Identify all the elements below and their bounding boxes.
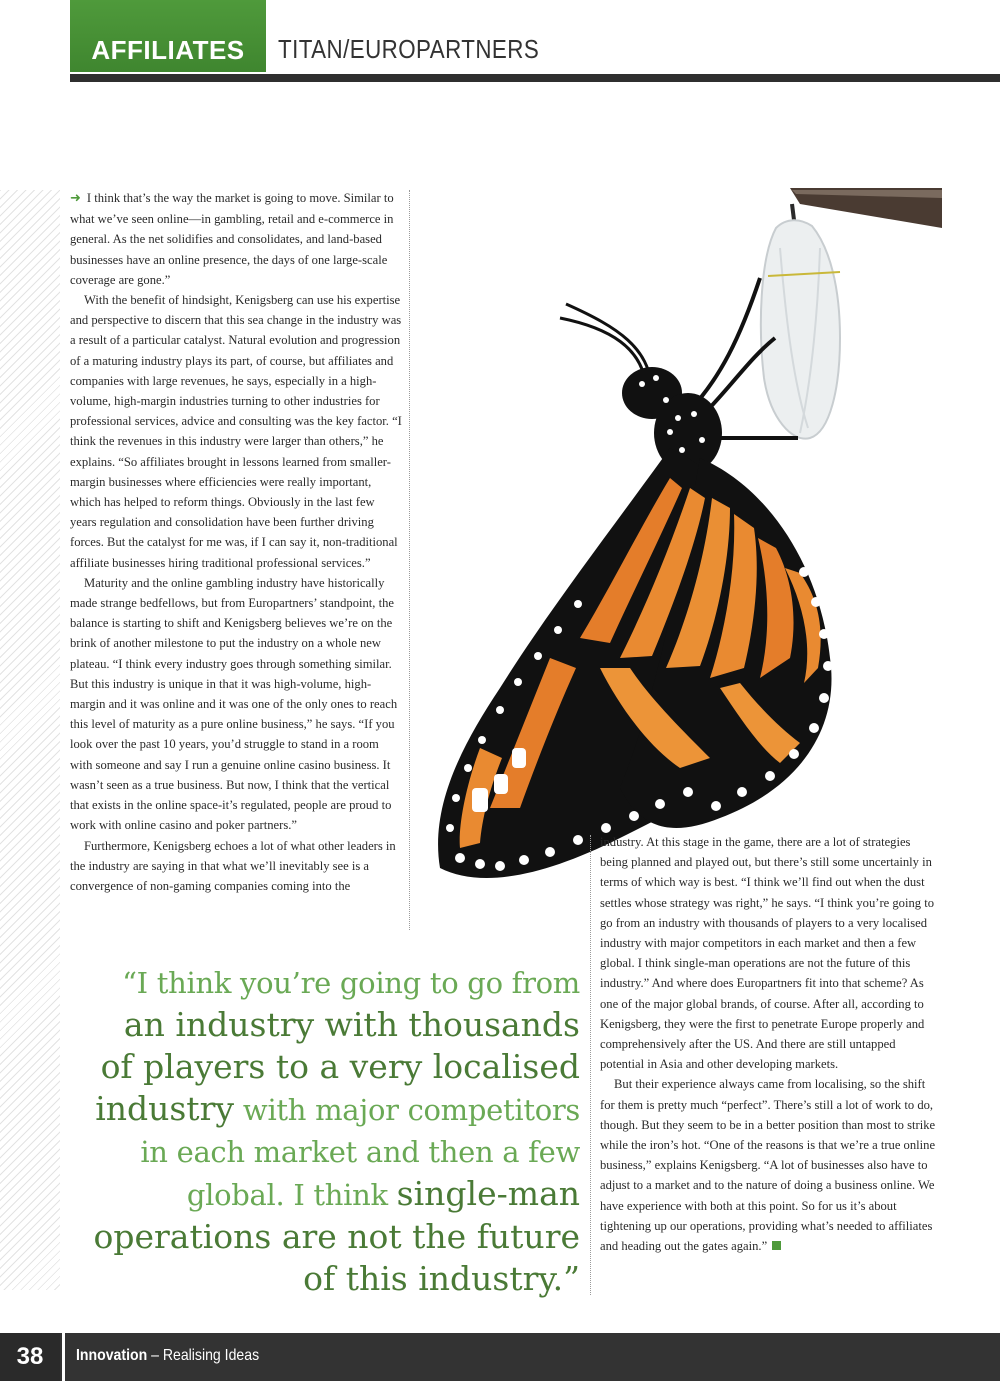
paragraph: But their experience always came from localising, so the shift for them is pretty much “perfect”. There’s still a lot of work to do, though. But they seem to be in a better position than most to strike while the iron’s hot. “One of the reasons is that we’re a true online business,” explains Kenigsberg. “A lot of businesses also have to adjust to a market and to the nature of doing a business online. We have experience with both at this point. So for us it’s about tightening up our operations, providing what’s needed to affiliates and heading out the gates again.” — [600, 1077, 936, 1254]
pull-quote-line: “I think you’re going to go from — [122, 966, 580, 1000]
pull-quote-line: in each market and then a few — [140, 1135, 580, 1169]
publication-name: Innovation — [76, 1347, 148, 1364]
butterfly-photo — [420, 188, 942, 908]
column-divider — [590, 835, 591, 1295]
end-square-icon — [772, 1241, 781, 1250]
decorative-hatch — [0, 190, 60, 1290]
page-footer — [0, 1333, 1000, 1381]
paragraph: industry. At this stage in the game, there are a lot of strategies being planned and played out, but there’s still some uncertainly in terms of which way is best. “I think we’ll find out when the dust settles whose strategy was right,” he says. “I think you’re going to go from an industry with thousands of players to a very localised industry with major competitors in each market and then a few global. I think single-man operations are not the future of this industry.” And where does Europartners fit into that scheme? As one of the major global brands, of course. After all, according to Kenigsberg, they were the first to penetrate Europe properly and comprehensively after the US. And there are still untapped potential in Asia and other developing markets. — [600, 835, 935, 1072]
left-column — [70, 188, 404, 896]
header-rule — [70, 74, 1000, 82]
pull-quote-line: of this industry.” — [303, 1259, 580, 1298]
arrow-right-icon: ➜ — [70, 191, 81, 206]
section-label: AFFILIATES — [91, 35, 245, 65]
paragraph: ➜ I think that’s the way the market is going to move. Similar to what we’ve seen online—in gambling, retail and e-commerce in general. As the net solidifies and consolidates, and land-based businesses have an online presence, the days of one large-scale coverage are gone.” — [70, 191, 394, 287]
column-divider — [409, 190, 410, 930]
pull-quote-line: operations are not the future — [93, 1217, 580, 1256]
publication-tagline: – Realising Ideas — [151, 1347, 260, 1364]
right-column — [600, 832, 940, 1256]
pull-quote-text: global. I think — [186, 1178, 397, 1212]
paragraph: Furthermore, Kenigsberg echoes a lot of what other leaders in the industry are saying in that what we’ll inevitably see is a convergence of non-gaming companies coming into the — [70, 838, 396, 893]
section-tab — [70, 0, 266, 72]
pull-quote — [70, 962, 580, 1300]
page-title: TITAN/EUROPARTNERS — [278, 34, 540, 64]
page-number: 38 — [0, 1333, 60, 1381]
footer-separator — [62, 1333, 65, 1381]
paragraph: With the benefit of hindsight, Kenigsberg can use his expertise and perspective to discern that this sea change in the industry was a result of a particular catalyst. Natural evolution and progression of a maturing industry plays its part, of course, but affiliates and companies with large revenues, he says, especially in a high-volume, high-margin industries turning to other industries for professional services, advice and consulting was the key factor. “I think the revenues in this industry were larger than others,” he explains. “So affiliates brought in lessons learned from smaller-margin businesses where efficiencies were really important, which has helped to reform things. Obviously in the last few years regulation and consolidation have been further driving forces. But the catalyst for me was, if I can say it, non-traditional affiliate businesses hiring traditional professional services.” — [70, 293, 402, 570]
footer-publication — [76, 1347, 259, 1365]
paragraph: Maturity and the online gambling industry have historically made strange bedfellows, but from Europartners’ standpoint, the balance is starting to shift and Kenigsberg believes we’re on the brink of another milestone to put the industry on a whole new plateau. “I think every industry goes through something similar. But this industry is unique in that it was high-volume, high-margin and it was online and it was one of the only ones to reach this level of maturity as a pure online business,” he says. “If you look over the past 10 years, you’d struggle to stand in a room with someone and say I run a genuine online casino business. It wasn’t seen as a true business. But now, I think that the vertical that exists in the online space-it’s regulated, people are proud to work with online casino and poker partners.” — [70, 575, 398, 833]
pull-quote-line: an industry with thousands — [123, 1005, 580, 1044]
pull-quote-line: of players to a very localised — [100, 1047, 580, 1086]
pull-quote-text: single-man — [396, 1174, 580, 1213]
pull-quote-text: industry — [95, 1089, 234, 1128]
pull-quote-text: with major competitors — [234, 1093, 580, 1127]
